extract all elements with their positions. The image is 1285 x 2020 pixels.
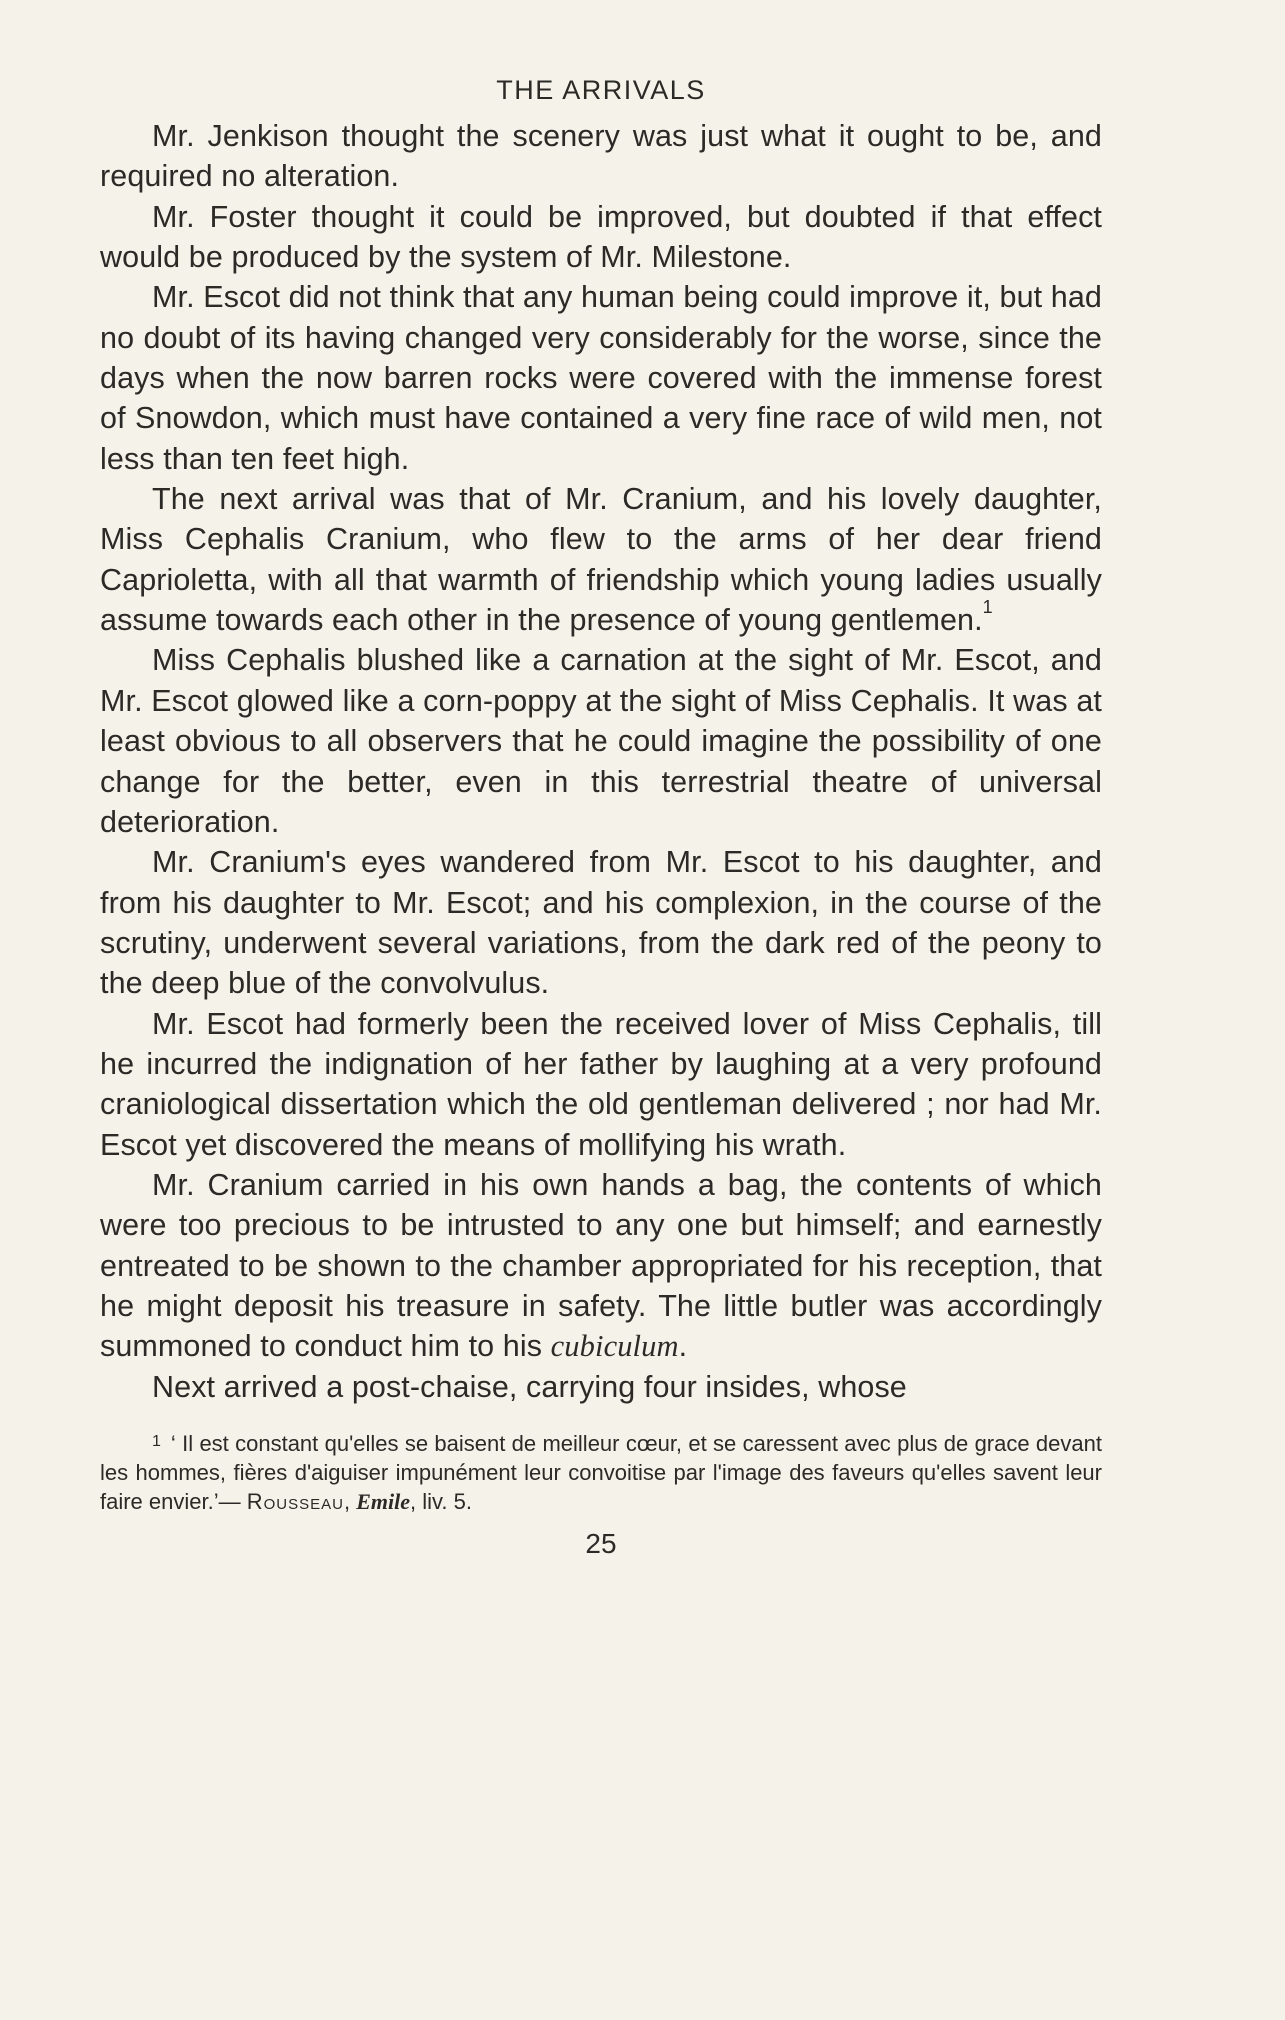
paragraph-4-text: The next arrival was that of Mr. Cranium, and his lovely daughter, Miss Cephalis Cranium, who flew to the arms of her dear friend Caprioletta, with all that warmth of friendship which young ladies usually assume towards each other in the presence of young gentlemen. bbox=[100, 482, 1102, 638]
footnote-quote: ‘ Il est constant qu'elles se baisent de meilleur cœur, et se caressent avec plus de grace devant les hommes, fières d'aiguiser impunément leur convoitise par l'image des faveurs qu'elles savent leur faire envier.’— bbox=[100, 1431, 1102, 1514]
italic-word: cubiculum bbox=[550, 1329, 679, 1364]
paragraph-2: Mr. Foster thought it could be improved, but doubted if that effect would be produced by the system of Mr. Milestone. bbox=[100, 199, 1102, 275]
footnote-book: liv. 5. bbox=[422, 1489, 472, 1514]
paragraph-1: Mr. Jenkison thought the scenery was just what it ought to be, and required no alteration. bbox=[100, 119, 1102, 194]
page-number: 25 bbox=[585, 1528, 617, 1559]
footnote-1: $^1$ ‘ Il est constant qu'elles se baisent de meilleur cœur, et se caressent avec plus de grace devant les hommes, fières d'aiguiser impunément leur convoitise par l'image des faveurs qu'elles savent leur faire envier.’— Rousseau, Emile, liv. 5. bbox=[100, 1431, 1102, 1514]
footnotes bbox=[100, 1429, 1102, 1516]
footnote-number: 1 bbox=[152, 1433, 161, 1450]
paragraph-7: Mr. Escot had formerly been the received lover of Miss Cephalis, till he incurred the indignation of her father by laughing at a very profound craniological dissertation which the old gentleman delivered ; nor had Mr. Escot yet discovered the means of mollifying his wrath. bbox=[100, 1006, 1102, 1162]
footnote-author: Rousseau bbox=[246, 1489, 344, 1514]
paragraph-9: Next arrived a post-chaise, carrying four insides, whose bbox=[152, 1369, 907, 1404]
running-head: THE ARRIVALS bbox=[496, 75, 706, 105]
paragraph-4 bbox=[100, 479, 1102, 640]
body-text bbox=[100, 116, 1102, 1407]
paragraph-6: Mr. Cranium's eyes wandered from Mr. Escot to his daughter, and from his daughter to Mr. Escot; and his complexion, in the course of the scrutiny, underwent several variations, from the dark red of the peony to the deep blue of the convolvulus. bbox=[100, 845, 1102, 1001]
paragraph-8-end: . bbox=[678, 1329, 688, 1364]
footnote-work: Emile bbox=[356, 1489, 411, 1514]
paragraph-8-text: Mr. Cranium carried in his own hands a bag, the contents of which were too precious to be intrusted to any one but himself; and earnestly entreated to be shown to the chamber appropriated for his reception, that he might deposit his treasure in safety. The little butler was accordingly summoned to conduct him to his bbox=[100, 1167, 1102, 1364]
paragraph-5: Miss Cephalis blushed like a carnation at the sight of Mr. Escot, and Mr. Escot glowed like a corn-poppy at the sight of Miss Cephalis. It was at least obvious to all observers that he could imagine the possibility of one change for the better, even in this terrestrial theatre of universal deterioration. bbox=[100, 643, 1102, 839]
paragraph-8 bbox=[100, 1165, 1102, 1367]
paragraph-3: Mr. Escot did not think that any human being could improve it, but had no doubt of its having changed very considerably for the worse, since the days when the now barren rocks were covered with the immense forest of Snowdon, which must have contained a very fine race of wild men, not less than ten feet high. bbox=[100, 280, 1102, 476]
footnote-reference: 1 bbox=[982, 597, 993, 618]
book-page bbox=[100, 64, 1102, 1560]
